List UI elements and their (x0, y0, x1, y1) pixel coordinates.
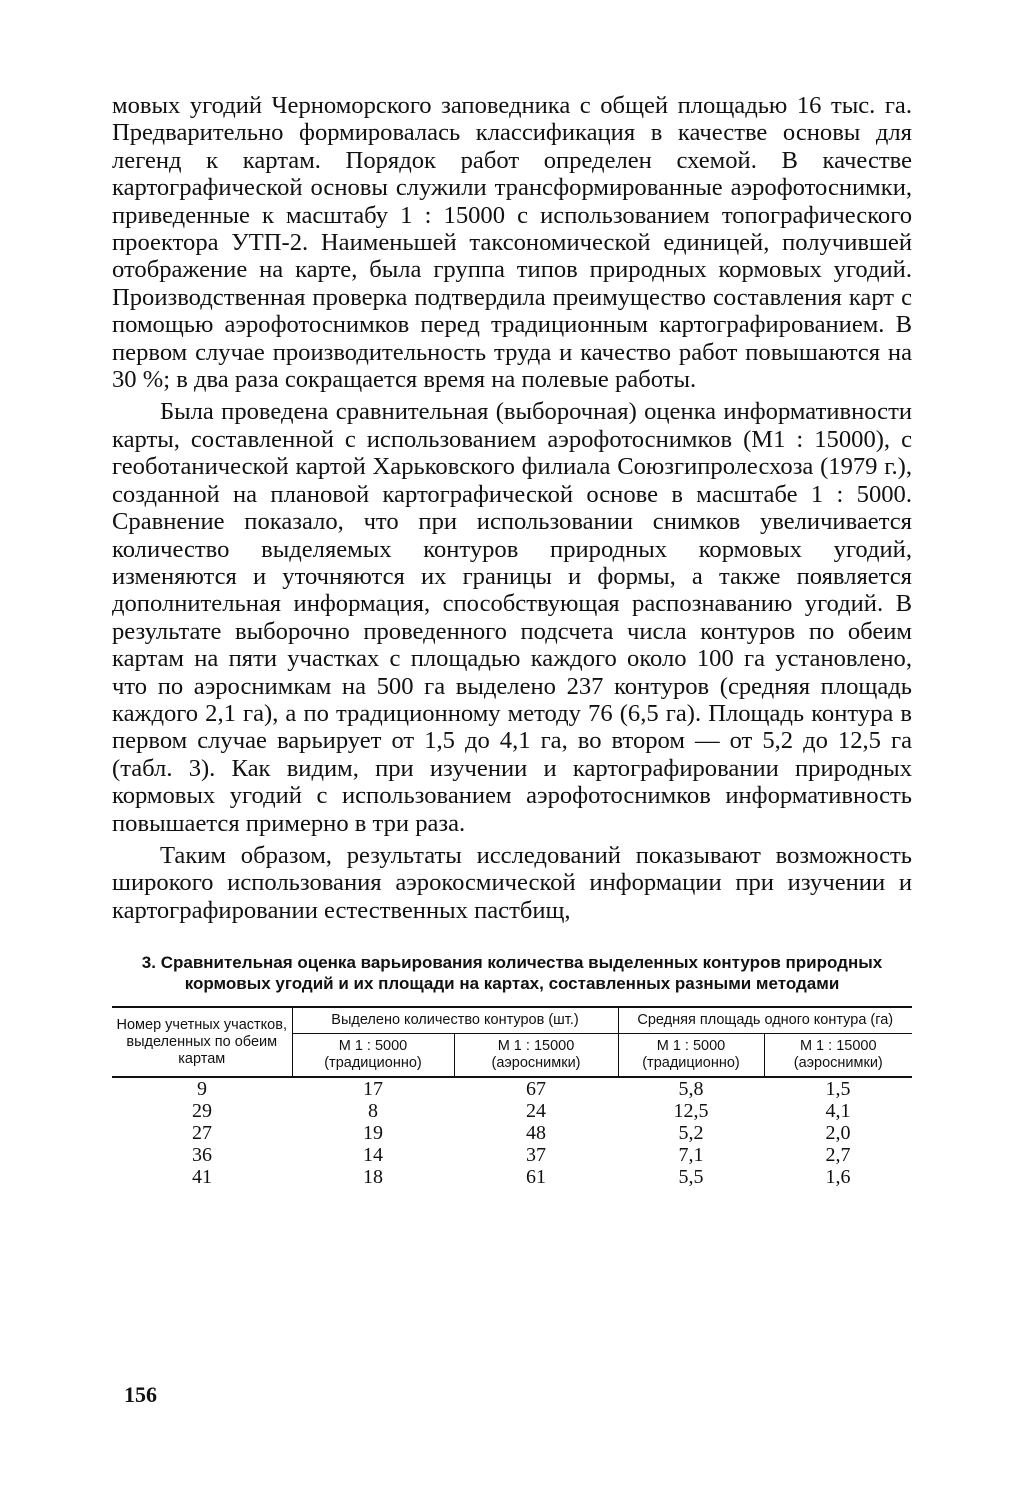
cell-area-traditional: 5,5 (678, 1166, 704, 1189)
cell-count-aerial: 48 (526, 1122, 546, 1145)
paragraph-2: Была проведена сравнительная (выборочная) оценка информативности карты, составленной с использованием аэрофотоснимков (М1 : 15000), с геоботанической картой Харьковского филиала Союзгипролесхоза (1979 г.), созданной на плановой картографической основе в масштабе 1 : 5000. Сравнение показало, что при использовании снимков увеличивается количество выделяемых контуров природных кормовых угодий, изменяются и уточняются их границы и формы, а также появляется дополнительная информация, способствующая распознаванию угодий. В результате выборочно проведенного подсчета числа контуров по обеим картам на пяти участках с площадью каждого около 100 га установлено, что по аэроснимкам на 500 га выделено 237 контуров (средняя площадь каждого 2,1 га), а по традиционному методу 76 (6,5 га). Площадь контура в первом случае варьирует от 1,5 до 4,1 га, во втором — от 5,2 до 12,5 га (табл. 3). Как видим, при изучении и картографировании природных кормовых угодий с использованием аэрофотоснимков информативность повышается примерно в три раза. (112, 398, 912, 837)
header-count-aerial: М 1 : 15000 (аэроснимки) (454, 1034, 618, 1078)
header-plot-number: Номер учетных участков, выделенных по обеим картам (112, 1007, 292, 1077)
page-content (112, 92, 912, 1188)
header-mean-area: Средняя площадь одного контура (га) (618, 1007, 912, 1034)
cell-plot: 9 (197, 1078, 207, 1101)
page-number: 156 (124, 1382, 157, 1407)
cell-area-aerial: 4,1 (825, 1100, 851, 1123)
header-count-traditional: М 1 : 5000 (традиционно) (292, 1034, 454, 1078)
cell-count-traditional: 14 (363, 1144, 383, 1167)
cell-area-aerial: 2,0 (825, 1122, 851, 1145)
table-row (112, 1100, 912, 1122)
cell-area-traditional: 5,8 (678, 1078, 704, 1101)
cell-count-aerial: 24 (526, 1100, 546, 1123)
cell-count-aerial: 61 (526, 1166, 546, 1189)
cell-area-aerial: 1,5 (825, 1078, 851, 1101)
cell-count-traditional: 17 (363, 1078, 383, 1101)
header-area-traditional: М 1 : 5000 (традиционно) (618, 1034, 764, 1078)
paragraph-1: мовых угодий Черноморского заповедника с общей площадью 16 тыс. га. Предварительно формировалась классификация в качестве основы для легенд к картам. Порядок работ определен схемой. В качестве картографической основы служили трансформированные аэрофотоснимки, приведенные к масштабу 1 : 15000 с использованием топографического проектора УТП-2. Наименьшей таксономической единицей, получившей отображение на карте, была группа типов природных кормовых угодий. Производственная проверка подтвердила преимущество составления карт с помощью аэрофотоснимков перед традиционным картографированием. В первом случае производительность труда и качество работ повышаются на 30 %; в два раза сокращается время на полевые работы. (112, 92, 912, 394)
paragraph-3: Таким образом, результаты исследований показывают возможность широкого использования аэрокосмической информации при изучении и картографировании естественных пастбищ, (112, 841, 912, 924)
cell-area-aerial: 2,7 (825, 1144, 851, 1167)
cell-area-traditional: 7,1 (678, 1144, 704, 1167)
cell-count-traditional: 8 (368, 1100, 378, 1123)
cell-plot: 27 (192, 1122, 212, 1145)
table-row (112, 1166, 912, 1188)
table-row (112, 1077, 912, 1100)
cell-area-traditional: 5,2 (678, 1122, 704, 1145)
cell-count-traditional: 19 (363, 1122, 383, 1145)
cell-area-traditional: 12,5 (673, 1100, 709, 1123)
cell-count-aerial: 37 (526, 1144, 546, 1167)
cell-count-traditional: 18 (363, 1166, 383, 1189)
header-area-aerial: М 1 : 15000 (аэроснимки) (764, 1034, 912, 1078)
cell-plot: 41 (192, 1166, 212, 1189)
table-row (112, 1144, 912, 1166)
table-row (112, 1122, 912, 1144)
table-caption: 3. Сравнительная оценка варьирования количества выделенных контуров природных кормовых угодий и их площади на картах, составленных разными методами (141, 953, 883, 994)
header-contour-count: Выделено количество контуров (шт.) (292, 1007, 618, 1034)
cell-plot: 36 (192, 1144, 212, 1167)
cell-area-aerial: 1,6 (825, 1166, 851, 1189)
cell-plot: 29 (192, 1100, 212, 1123)
comparison-table (112, 1006, 912, 1188)
cell-count-aerial: 67 (526, 1078, 546, 1101)
